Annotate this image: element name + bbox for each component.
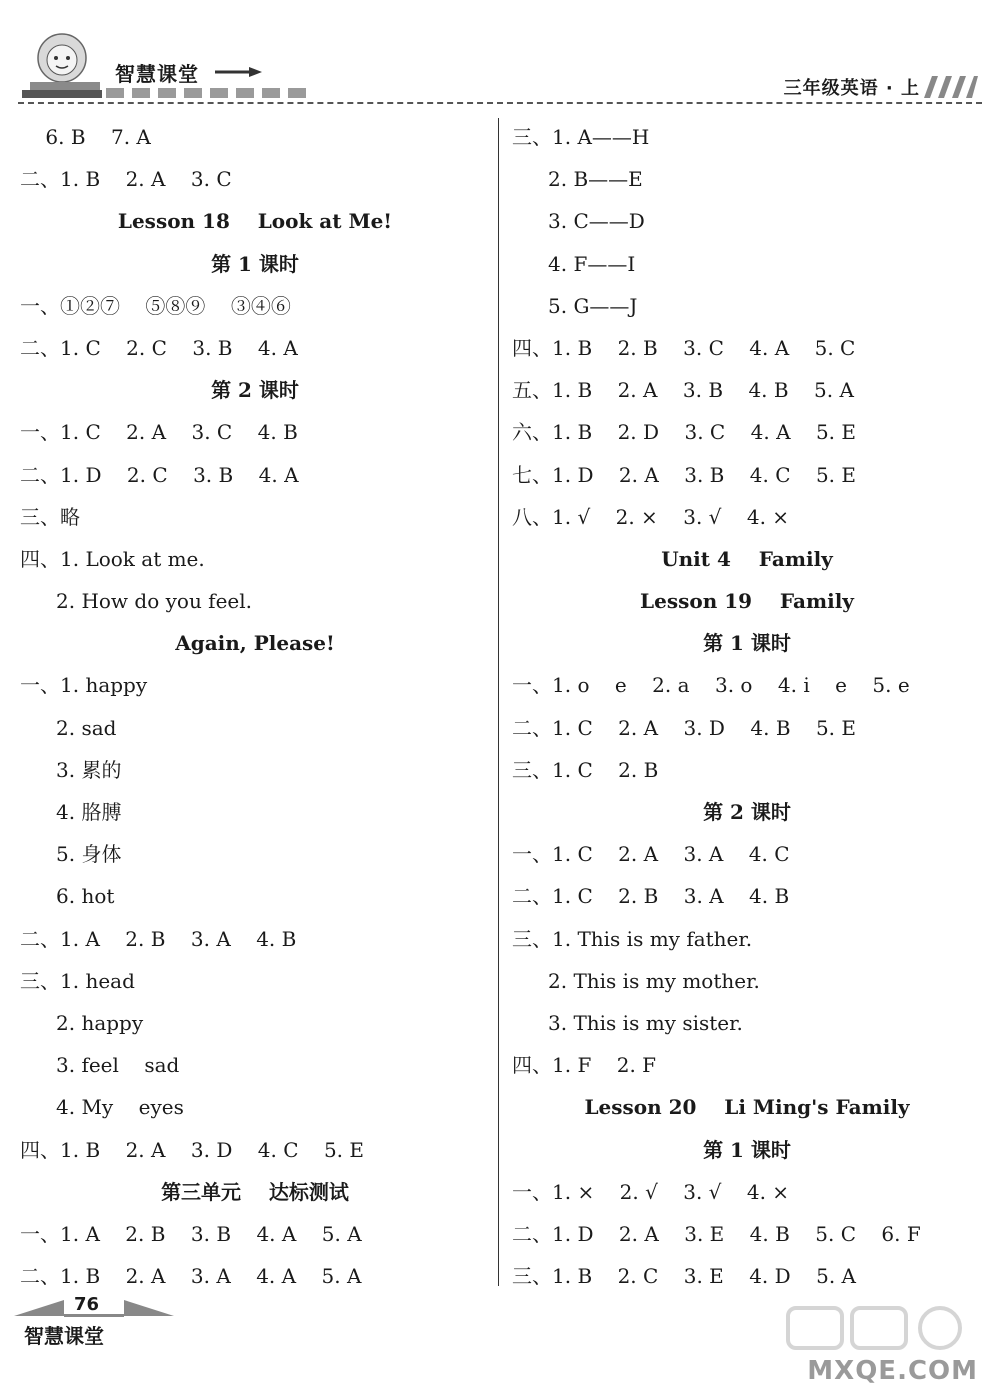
header-rule <box>18 102 982 104</box>
answer-line: 2. happy <box>56 1010 144 1035</box>
section-heading: 第 2 课时 <box>703 800 791 824</box>
header-brand: 智慧课堂 <box>115 62 199 86</box>
answer-line: 5. 身体 <box>56 842 122 867</box>
column-divider <box>498 118 499 1286</box>
answer-line: 3. 累的 <box>56 757 122 782</box>
answer-line: 一、1. happy <box>20 673 148 698</box>
answer-line: 5. G——J <box>548 293 638 318</box>
answer-line: 3. feel sad <box>56 1053 180 1078</box>
answer-line: 2. B——E <box>548 167 643 192</box>
section-heading: 第三单元 达标测试 <box>161 1179 349 1204</box>
book-title: 三年级英语 · 上 <box>783 78 920 99</box>
section-heading: Again, Please! <box>175 631 335 656</box>
section-heading: Lesson 20 Li Ming's Family <box>584 1095 910 1120</box>
answer-line: 四、1. Look at me. <box>20 546 205 571</box>
answer-line: 4. F——I <box>548 251 636 276</box>
answer-line: 三、1. C 2. B <box>512 757 659 782</box>
answer-line: 2. How do you feel. <box>56 589 253 614</box>
page-header <box>0 0 1000 110</box>
arrow-icon <box>215 66 263 78</box>
answer-line: 三、略 <box>20 504 80 529</box>
section-heading: Lesson 19 Family <box>640 589 854 614</box>
answer-line: 四、1. B 2. B 3. C 4. A 5. C <box>512 335 856 360</box>
section-heading: 第 2 课时 <box>211 378 299 403</box>
answer-line: 四、1. B 2. A 3. D 4. C 5. E <box>20 1137 364 1162</box>
answer-line: 4. My eyes <box>56 1095 184 1120</box>
answer-line: 六、1. B 2. D 3. C 4. A 5. E <box>512 420 856 445</box>
right-answer-column <box>512 116 982 1297</box>
watermark-text: MXQE.COM <box>807 1356 978 1386</box>
answer-line: 二、1. D 2. A 3. E 4. B 5. C 6. F <box>512 1221 921 1246</box>
header-dash-bar <box>106 88 306 98</box>
answer-line: 二、1. A 2. B 3. A 4. B <box>20 926 297 951</box>
section-heading: Lesson 18 Look at Me! <box>117 209 393 234</box>
answer-line: 一、1. o e 2. a 3. o 4. i e 5. e <box>512 673 910 698</box>
answer-line: 四、1. F 2. F <box>512 1053 657 1078</box>
answer-line: 二、1. D 2. C 3. B 4. A <box>20 462 299 487</box>
stripes-decoration <box>916 76 978 98</box>
answer-line: 五、1. B 2. A 3. B 4. B 5. A <box>512 378 854 403</box>
answer-line: 一、1. × 2. √ 3. √ 4. × <box>512 1179 790 1204</box>
answer-line: 三、1. This is my father. <box>512 926 753 951</box>
answer-line: 二、1. C 2. B 3. A 4. B <box>512 884 790 909</box>
answer-line: 一、1. C 2. A 3. C 4. B <box>20 420 298 445</box>
section-heading: 第 1 课时 <box>703 1137 791 1162</box>
mascot-illustration <box>12 30 107 102</box>
answer-line: 3. C——D <box>548 209 645 234</box>
answer-line: 二、1. B 2. A 3. C <box>20 167 232 192</box>
answer-line: 三、1. A——H <box>512 125 650 149</box>
answer-line: 6. B 7. A <box>20 125 151 149</box>
answer-line: 4. 胳膊 <box>56 800 122 824</box>
answer-line: 八、1. √ 2. × 3. √ 4. × <box>512 504 790 529</box>
answer-line: 一、1. C 2. A 3. A 4. C <box>512 842 790 867</box>
section-heading: 第 1 课时 <box>703 631 791 656</box>
answer-line: 一、1. A 2. B 3. B 4. A 5. A <box>20 1221 362 1246</box>
answer-line: 二、1. C 2. A 3. D 4. B 5. E <box>512 715 856 740</box>
answer-line: 三、1. head <box>20 968 135 993</box>
answer-line: 3. This is my sister. <box>548 1010 743 1035</box>
answer-line: 一、①②⑦ ⑤⑧⑨ ③④⑥ <box>20 293 291 318</box>
answer-line: 七、1. D 2. A 3. B 4. C 5. E <box>512 462 856 487</box>
section-heading: 第 1 课时 <box>211 251 299 276</box>
page-footer <box>14 1290 174 1350</box>
answer-line: 2. sad <box>56 715 117 740</box>
section-heading: Unit 4 Family <box>661 546 833 571</box>
answer-line: 二、1. C 2. C 3. B 4. A <box>20 335 298 360</box>
page-number: 76 <box>74 1294 100 1315</box>
answer-line: 6. hot <box>56 884 115 909</box>
answer-line: 2. This is my mother. <box>548 968 760 993</box>
left-answer-column <box>20 116 490 1297</box>
answer-line: 三、1. B 2. C 3. E 4. D 5. A <box>512 1264 856 1289</box>
answer-line: 二、1. B 2. A 3. A 4. A 5. A <box>20 1264 362 1289</box>
footer-brand: 智慧课堂 <box>24 1324 104 1348</box>
